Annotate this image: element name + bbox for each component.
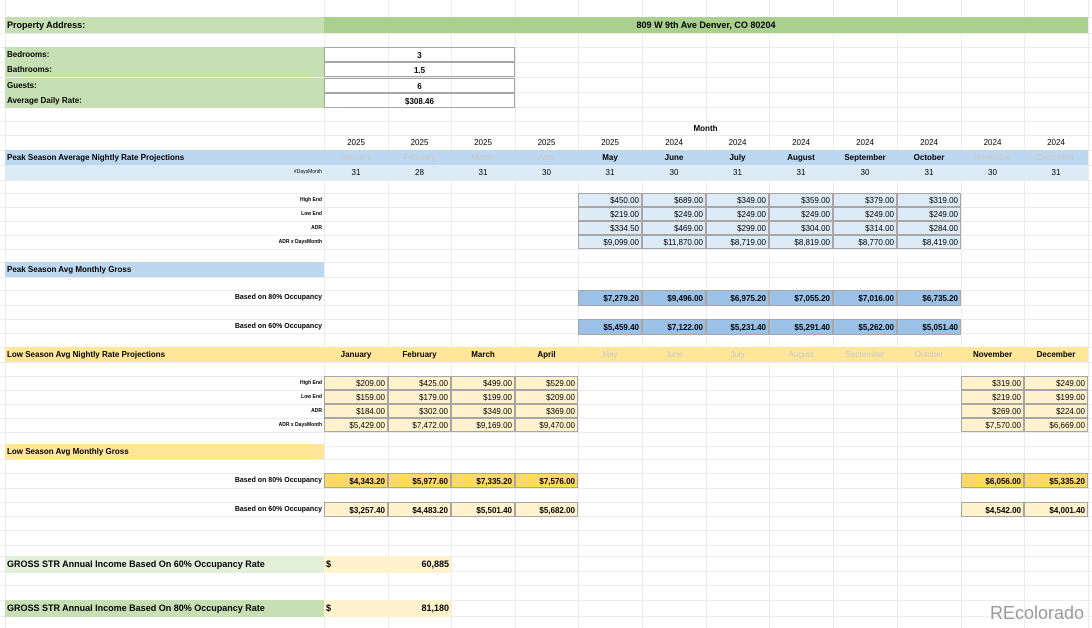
low-month-header: May [578,347,642,362]
peak-month-header: July [706,150,769,165]
grid-row-line [0,432,1092,433]
peak-month-header: March [451,150,515,165]
peak-month-header: April [515,150,578,165]
peak-rate-cell: $299.00 [706,221,769,235]
peak-rate-cell: $359.00 [769,193,833,207]
low-month-header: October [897,347,961,362]
grid-row-line [0,488,1092,489]
low-rate-cell: $159.00 [324,390,388,404]
low-month-header: July [706,347,769,362]
low-rate-cell: $319.00 [961,376,1024,390]
grid-row-line [0,33,1092,34]
low-gross-cell: $3,257.40 [324,502,388,517]
grid-column-line [1024,0,1025,628]
peak-rate-cell: $319.00 [897,193,961,207]
peak-rate-cell: $9,099.00 [578,235,642,249]
grid-row-line [0,135,1092,136]
peak-gross-cell: $7,016.00 [833,290,897,306]
low-rate-cell: $224.00 [1024,404,1088,418]
grid-column-line [833,0,834,628]
peak-gross-cell: $5,262.00 [833,319,897,335]
grid-column-line [578,0,579,628]
peak-rate-cell: $450.00 [578,193,642,207]
total-value: 81,180 [388,600,451,617]
low-gross-label: Based on 80% Occupancy [234,477,322,484]
low-rate-cell: $9,470.00 [515,418,578,432]
low-rate-cell: $209.00 [515,390,578,404]
low-gross-cell: $4,483.20 [388,502,451,517]
low-rate-cell: $302.00 [388,404,451,418]
address-value: 809 W 9th Ave Denver, CO 80204 [324,17,1088,33]
peak-gross-title: Peak Season Avg Monthly Gross [5,262,324,277]
peak-row-label: High End [300,197,322,203]
peak-rate-cell: $249.00 [769,207,833,221]
low-rate-cell: $349.00 [451,404,515,418]
peak-rate-cell: $334.50 [578,221,642,235]
low-rate-cell: $249.00 [1024,376,1088,390]
spec-label: Bedrooms: [5,47,324,62]
peak-gross-cell: $5,231.40 [706,319,769,335]
peak-rate-cell: $11,870.00 [642,235,706,249]
peak-rate-cell: $304.00 [769,221,833,235]
low-rate-cell: $499.00 [451,376,515,390]
peak-rate-cell: $469.00 [642,221,706,235]
grid-row-line [0,545,1092,546]
total-currency: $ [324,600,388,617]
peak-gross-label: Based on 60% Occupancy [234,323,322,330]
peak-gross-label: Based on 80% Occupancy [234,294,322,301]
grid-row-line [0,362,1092,363]
grid-column-line [706,0,707,628]
spec-label: Guests: [5,78,324,93]
total-label: GROSS STR Annual Income Based On 80% Occupancy Rate [5,600,324,617]
low-month-header: June [642,347,706,362]
peak-month-header: May [578,150,642,165]
peak-month-header: January [324,150,388,165]
grid-column-line [515,0,516,628]
year-header: 2024 [856,138,874,147]
peak-gross-cell: $5,459.40 [578,319,642,335]
low-gross-cell: $4,001.40 [1024,502,1088,517]
low-month-header: December [1024,347,1088,362]
spec-value: 3 [324,47,515,62]
spec-label: Bathrooms: [5,62,324,77]
low-month-header: January [324,347,388,362]
grid-row-line [0,277,1092,278]
peak-rate-cell: $314.00 [833,221,897,235]
days-value: 31 [324,165,388,180]
low-rate-cell: $199.00 [451,390,515,404]
peak-gross-cell: $7,055.20 [769,290,833,306]
days-value: 31 [706,165,769,180]
year-header: 2024 [728,138,747,147]
days-value: 31 [897,165,961,180]
peak-rate-cell: $249.00 [897,207,961,221]
peak-rate-cell: $8,819.00 [769,235,833,249]
low-gross-cell: $5,501.40 [451,502,515,517]
low-rate-cell: $209.00 [324,376,388,390]
grid-row-line [0,249,1092,250]
peak-month-header: September [833,150,897,165]
peak-gross-cell: $6,975.20 [706,290,769,306]
days-value: 31 [451,165,515,180]
low-rate-cell: $529.00 [515,376,578,390]
peak-rate-cell: $379.00 [833,193,897,207]
low-gross-cell: $4,343.20 [324,473,388,488]
total-label: GROSS STR Annual Income Based On 60% Occupancy Rate [5,556,324,573]
grid-column-line [961,0,962,628]
peak-month-header: October [897,150,961,165]
year-header: 2025 [474,138,492,147]
days-value: 28 [388,165,451,180]
low-row-label: ADR x DaysMonth [278,422,322,428]
peak-month-header: December [1024,150,1088,165]
total-currency: $ [324,556,388,573]
spec-label: Average Daily Rate: [5,93,324,108]
low-gross-cell: $5,977.60 [388,473,451,488]
total-value: 60,885 [388,556,451,573]
low-rate-cell: $369.00 [515,404,578,418]
days-value: 30 [833,165,897,180]
year-header: 2025 [537,138,556,147]
year-header: 2025 [347,138,365,147]
peak-gross-cell: $5,291.40 [769,319,833,335]
low-gross-cell: $7,335.20 [451,473,515,488]
low-rate-cell: $219.00 [961,390,1024,404]
year-header: 2024 [792,138,810,147]
low-title: Low Season Avg Nightly Rate Projections [5,347,324,362]
address-label: Property Address: [5,17,324,33]
year-header: 2024 [1047,138,1065,147]
low-month-header: April [515,347,578,362]
peak-gross-cell: $7,279.20 [578,290,642,306]
peak-title: Peak Season Average Nightly Rate Projections [5,150,324,165]
peak-rate-cell: $249.00 [642,207,706,221]
peak-month-header: November [961,150,1024,165]
low-rate-cell: $269.00 [961,404,1024,418]
low-row-label: ADR [311,408,322,414]
peak-month-header: June [642,150,706,165]
low-rate-cell: $6,669.00 [1024,418,1088,432]
grid-column-line [642,0,643,628]
peak-month-header: February [388,150,451,165]
peak-gross-cell: $7,122.00 [642,319,706,335]
spec-value: $308.46 [324,93,515,108]
peak-gross-cell: $6,735.20 [897,290,961,306]
grid-row-line [0,180,1092,181]
peak-rate-cell: $249.00 [833,207,897,221]
peak-rate-cell: $8,719.00 [706,235,769,249]
year-header: 2025 [410,138,429,147]
peak-gross-cell: $9,496.00 [642,290,706,306]
peak-rate-cell: $249.00 [706,207,769,221]
low-rate-cell: $9,169.00 [451,418,515,432]
low-gross-cell: $7,576.00 [515,473,578,488]
peak-row-label: Low End [301,211,322,217]
low-month-header: September [833,347,897,362]
grid-row-line [0,121,1092,122]
peak-rate-cell: $8,419.00 [897,235,961,249]
grid-row-line [0,585,1092,586]
grid-column-line [897,0,898,628]
low-gross-cell: $4,542.00 [961,502,1024,517]
grid-row-line [0,530,1092,531]
low-rate-cell: $179.00 [388,390,451,404]
watermark: REcolorado [989,603,1084,623]
year-header: 2024 [983,138,1002,147]
days-label: #DaysMonth [5,165,324,180]
low-month-header: November [961,347,1024,362]
low-rate-cell: $7,570.00 [961,418,1024,432]
spec-value: 1.5 [324,62,515,77]
low-month-header: August [769,347,833,362]
grid-column-line [769,0,770,628]
low-rate-cell: $199.00 [1024,390,1088,404]
peak-gross-cell: $5,051.40 [897,319,961,335]
low-month-header: March [451,347,515,362]
days-value: 31 [1024,165,1088,180]
grid-row-line [0,459,1092,460]
year-header: 2025 [601,138,619,147]
year-header: 2024 [920,138,938,147]
low-gross-label: Based on 60% Occupancy [234,506,322,513]
low-rate-cell: $425.00 [388,376,451,390]
low-gross-cell: $6,056.00 [961,473,1024,488]
low-rate-cell: $184.00 [324,404,388,418]
days-value: 30 [515,165,578,180]
low-row-label: Low End [301,394,322,400]
peak-month-header: August [769,150,833,165]
grid-column-line [1088,0,1089,628]
low-gross-cell: $5,335.20 [1024,473,1088,488]
peak-rate-cell: $8,770.00 [833,235,897,249]
low-rate-cell: $5,429.00 [324,418,388,432]
month-header: Month [693,124,718,133]
peak-rate-cell: $219.00 [578,207,642,221]
days-value: 30 [961,165,1024,180]
peak-row-label: ADR x DaysMonth [278,239,322,245]
days-value: 31 [769,165,833,180]
low-row-label: High End [300,380,322,386]
days-value: 31 [578,165,642,180]
year-header: 2024 [665,138,683,147]
low-gross-title: Low Season Avg Monthly Gross [5,444,324,459]
peak-row-label: ADR [311,225,322,231]
spec-value: 6 [324,78,515,93]
days-value: 30 [642,165,706,180]
low-gross-cell: $5,682.00 [515,502,578,517]
low-rate-cell: $7,472.00 [388,418,451,432]
peak-rate-cell: $689.00 [642,193,706,207]
peak-rate-cell: $349.00 [706,193,769,207]
low-month-header: February [388,347,451,362]
peak-rate-cell: $284.00 [897,221,961,235]
